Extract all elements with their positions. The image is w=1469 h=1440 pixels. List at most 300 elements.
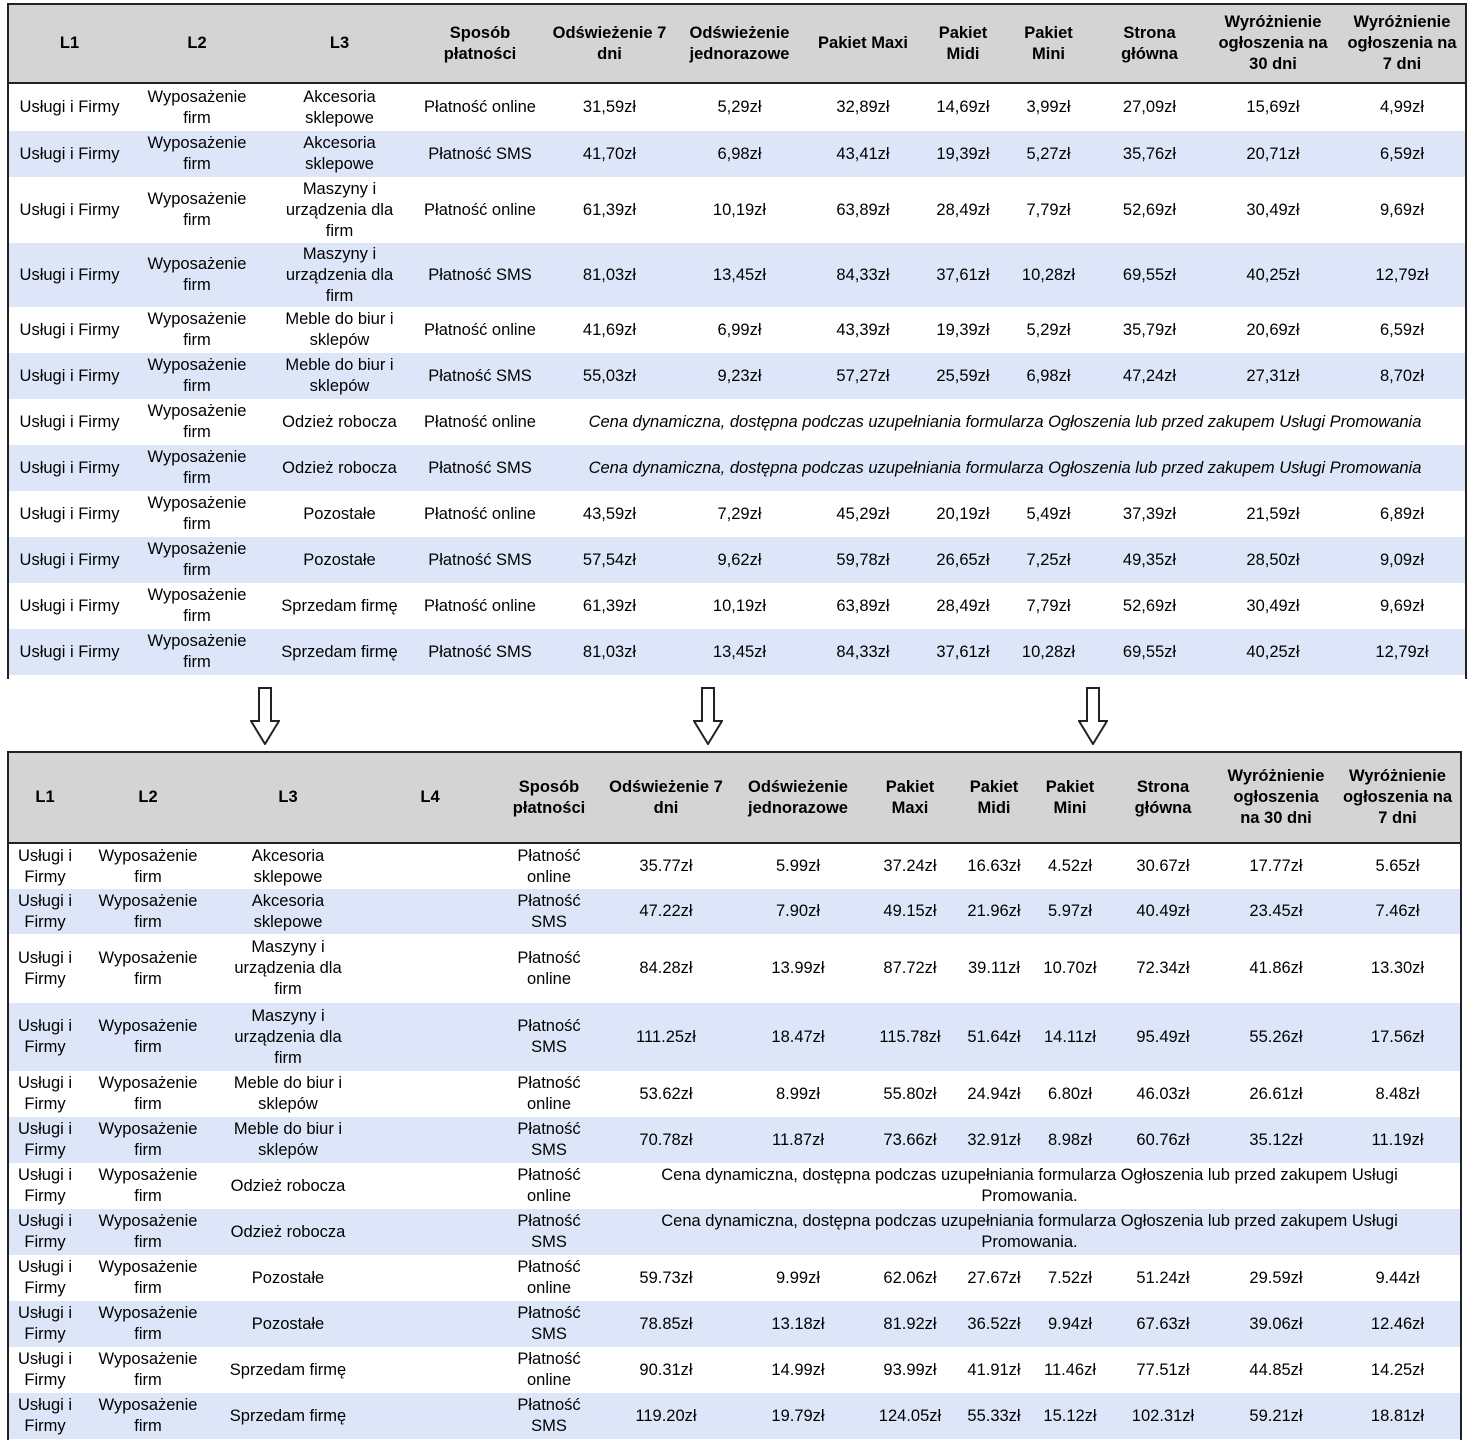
cell-price: 40.49zł (1136, 902, 1190, 920)
cell-price: 5.97zł (1047, 902, 1093, 920)
cell-l3: Maszyny i urządzenia dla firm (285, 179, 394, 240)
column-header: Wyróżnienie ogłoszenia na 7 dni (1342, 767, 1453, 827)
table-row (9, 629, 1465, 675)
column-header: Wyróżnienie ogłoszenia na 30 dni (1227, 767, 1325, 827)
table-row (9, 1393, 1460, 1439)
cell-price: 70.78zł (639, 1130, 693, 1149)
cell-price: 9.44zł (1375, 1268, 1420, 1287)
cell-price: 30,49zł (1246, 200, 1300, 219)
column-header: Pakiet Mini (1045, 777, 1095, 817)
cell-price: 18.81zł (1370, 1406, 1425, 1425)
cell-price: 5,29zł (1026, 320, 1071, 339)
table-row (9, 1117, 1460, 1163)
cell-price: 73.66zł (883, 1130, 937, 1149)
cell-l3: Akcesoria sklepowe (303, 87, 376, 127)
cell-l1: Usługi i Firmy (17, 1212, 73, 1251)
cell-price: 53.62zł (639, 1084, 693, 1103)
table-row (9, 889, 1460, 934)
cell-price: 36.52zł (967, 1314, 1021, 1333)
cell-l4 (361, 889, 499, 934)
cell-l3: Pozostałe (303, 504, 376, 523)
cell-price: 9,69zł (1379, 200, 1425, 219)
cell-price: 14.11zł (1044, 1027, 1096, 1046)
cell-price: 84,33zł (836, 642, 890, 661)
cell-l3: Meble do biur i sklepów (285, 356, 394, 395)
cell-payment-method: Płatność online (517, 1074, 581, 1113)
table-row (9, 84, 1465, 131)
cell-price: 7.52zł (1047, 1268, 1093, 1287)
cell-price: 41.91zł (967, 1360, 1021, 1379)
cell-price: 5,27zł (1026, 144, 1071, 163)
cell-price: 29.59zł (1249, 1268, 1303, 1287)
price-table-after (7, 751, 1462, 1440)
cell-price: 37,61zł (936, 265, 990, 284)
cell-payment-method: Płatność SMS (428, 642, 532, 661)
cell-price: 35.12zł (1249, 1130, 1303, 1149)
cell-price: 5,49zł (1026, 504, 1071, 523)
cell-l2: Wyposażenie firm (147, 402, 247, 441)
cell-price: 10,19zł (712, 596, 767, 615)
cell-price: 41,69zł (582, 320, 637, 339)
cell-price: 13,45zł (712, 265, 767, 284)
cell-payment-method: Płatność online (517, 1258, 581, 1297)
cell-l4 (361, 844, 499, 889)
cell-l3: Meble do biur i sklepów (285, 310, 394, 349)
cell-payment-method: Płatność online (517, 1166, 581, 1205)
cell-price: 43,59zł (582, 504, 637, 523)
cell-price: 45,29zł (836, 504, 890, 523)
cell-l4 (361, 934, 499, 1003)
table-row (9, 1255, 1460, 1301)
cell-payment-method: Płatność SMS (428, 458, 532, 477)
cell-price: 13.99zł (771, 959, 825, 977)
cell-price: 72.34zł (1136, 959, 1190, 977)
cell-l1: Usługi i Firmy (19, 642, 120, 661)
cell-price: 59.21zł (1249, 1406, 1303, 1425)
cell-price: 35,79zł (1122, 320, 1177, 339)
table-row (9, 934, 1460, 1003)
cell-price: 37,39zł (1122, 504, 1177, 523)
cell-l1: Usługi i Firmy (17, 1304, 73, 1343)
cell-price: 26,65zł (936, 550, 990, 569)
cell-l2: Wyposażenie firm (98, 1258, 198, 1297)
column-header: L3 (329, 34, 350, 52)
cell-l3: Sprzedam firmę (281, 596, 398, 615)
cell-price: 28,50zł (1246, 550, 1300, 569)
cell-price: 11.19zł (1371, 1130, 1424, 1149)
cell-price: 5.99zł (775, 857, 821, 875)
cell-price: 111.25zł (636, 1027, 696, 1046)
cell-price: 30,49zł (1246, 596, 1300, 615)
table-row (9, 243, 1465, 307)
cell-price: 41.86zł (1249, 959, 1303, 977)
cell-l1: Usługi i Firmy (19, 412, 120, 431)
cell-price: 15.12zł (1043, 1406, 1097, 1425)
cell-l1: Usługi i Firmy (17, 1258, 73, 1297)
cell-price: 81,03zł (582, 642, 637, 661)
cell-l2: Wyposażenie firm (98, 846, 198, 886)
cell-l1: Usługi i Firmy (17, 1166, 73, 1205)
cell-l3: Meble do biur i sklepów (233, 1120, 343, 1159)
cell-price: 17.56zł (1370, 1027, 1425, 1046)
column-header: Strona główna (1134, 777, 1192, 817)
cell-price: 19,39zł (936, 144, 990, 163)
cell-price: 55.80zł (883, 1084, 937, 1103)
cell-price: 7.46zł (1375, 902, 1420, 920)
cell-l2: Wyposażenie firm (98, 1350, 198, 1389)
cell-price: 8.99zł (775, 1084, 821, 1103)
cell-price: 17.77zł (1249, 857, 1303, 875)
cell-l1: Usługi i Firmy (19, 200, 120, 219)
column-header: L2 (187, 34, 207, 52)
cell-price: 10,28zł (1021, 265, 1076, 284)
cell-l1: Usługi i Firmy (17, 1017, 73, 1056)
cell-price: 40,25zł (1246, 265, 1300, 284)
cell-price: 4.52zł (1047, 857, 1093, 875)
cell-l2: Wyposażenie firm (98, 1304, 198, 1343)
cell-payment-method: Płatność online (424, 200, 536, 219)
column-header: Sposób płatności (443, 23, 517, 63)
cell-price: 51.24zł (1136, 1268, 1190, 1287)
table-row (9, 1347, 1460, 1393)
table-row (9, 1003, 1460, 1071)
cell-price: 13,45zł (712, 642, 767, 661)
cell-price: 27,31zł (1246, 366, 1300, 385)
cell-price: 13.30zł (1370, 959, 1425, 977)
cell-l3: Akcesoria sklepowe (251, 846, 325, 886)
cell-l2: Wyposażenie firm (147, 356, 247, 395)
cell-l3: Sprzedam firmę (229, 1406, 347, 1425)
cell-price: 57,54zł (582, 550, 637, 569)
table-header (9, 753, 1460, 844)
cell-price: 95.49zł (1136, 1027, 1190, 1046)
cell-price: 9,09zł (1379, 550, 1425, 569)
cell-payment-method: Płatność SMS (517, 1017, 581, 1056)
cell-price: 20,71zł (1246, 144, 1300, 163)
cell-price: 37,61zł (936, 642, 990, 661)
cell-price: 10,19zł (712, 200, 767, 219)
cell-l1: Usługi i Firmy (17, 891, 73, 931)
cell-l4 (361, 1255, 499, 1301)
cell-l2: Wyposażenie firm (147, 540, 247, 579)
cell-l2: Wyposażenie firm (98, 1074, 198, 1113)
cell-l2: Wyposażenie firm (98, 1120, 198, 1159)
cell-price: 115.78zł (879, 1027, 941, 1046)
cell-l1: Usługi i Firmy (17, 948, 73, 988)
dynamic-price-note: Cena dynamiczna, dostępna podczas uzupełniania formularza Ogłoszenia lub przed zakupem Usługi Promowania. (661, 1166, 1398, 1205)
cell-price: 5,29zł (717, 98, 762, 116)
cell-price: 63,89zł (836, 596, 890, 615)
cell-payment-method: Płatność SMS (428, 265, 532, 284)
cell-l1: Usługi i Firmy (17, 1074, 73, 1113)
cell-l3: Akcesoria sklepowe (251, 891, 325, 931)
table-row (9, 1301, 1460, 1347)
column-header: Pakiet Midi (969, 777, 1019, 817)
cell-price: 41,70zł (582, 144, 637, 163)
cell-l1: Usługi i Firmy (19, 504, 120, 523)
cell-price: 13.18zł (771, 1314, 825, 1333)
cell-l1: Usługi i Firmy (19, 550, 120, 569)
cell-price: 12,79zł (1375, 642, 1429, 661)
cell-payment-method: Płatność SMS (428, 366, 532, 385)
cell-payment-method: Płatność online (517, 948, 581, 988)
cell-price: 6,59zł (1379, 320, 1425, 339)
cell-l1: Usługi i Firmy (17, 1120, 73, 1159)
table-row (9, 583, 1465, 629)
cell-l1: Usługi i Firmy (19, 320, 120, 339)
cell-price: 32.91zł (967, 1130, 1021, 1149)
cell-l2: Wyposażenie firm (98, 1017, 198, 1056)
cell-price: 47.22zł (639, 902, 693, 920)
cell-price: 14.99zł (771, 1360, 825, 1379)
cell-l2: Wyposażenie firm (98, 1212, 198, 1251)
cell-price: 11.87zł (772, 1130, 824, 1149)
column-header: L1 (35, 788, 55, 806)
cell-price: 102.31zł (1131, 1406, 1195, 1425)
dynamic-price-note: Cena dynamiczna, dostępna podczas uzupełniania formularza Ogłoszenia lub przed zakupem Usługi Promowania (588, 458, 1422, 477)
cell-l2: Wyposażenie firm (98, 1396, 198, 1435)
cell-l2: Wyposażenie firm (147, 448, 247, 487)
cell-payment-method: Płatność SMS (517, 1304, 581, 1343)
cell-price: 7,25zł (1026, 550, 1071, 569)
table-row (9, 399, 1465, 445)
cell-price: 43,41zł (836, 144, 890, 163)
cell-payment-method: Płatność online (424, 320, 536, 339)
cell-price: 9.94zł (1047, 1314, 1093, 1333)
cell-price: 6,59zł (1379, 144, 1425, 163)
cell-price: 52,69zł (1122, 596, 1177, 615)
cell-l2: Wyposażenie firm (147, 632, 247, 671)
cell-price: 7.90zł (775, 902, 821, 920)
cell-price: 62.06zł (883, 1268, 937, 1287)
cell-price: 12.46zł (1370, 1314, 1425, 1333)
column-header: Odświeżenie jednorazowe (748, 777, 848, 817)
cell-price: 39.06zł (1249, 1314, 1303, 1333)
cell-price: 61,39zł (582, 596, 637, 615)
cell-price: 18.47zł (771, 1027, 825, 1046)
cell-l3: Sprzedam firmę (281, 642, 398, 661)
cell-price: 11.46zł (1044, 1360, 1096, 1379)
cell-price: 10,28zł (1021, 642, 1076, 661)
cell-price: 69,55zł (1122, 642, 1177, 661)
cell-price: 9,62zł (717, 550, 762, 569)
price-table-before (7, 3, 1467, 679)
table-row (9, 445, 1465, 491)
cell-price: 27.67zł (967, 1268, 1021, 1287)
cell-price: 47,24zł (1122, 366, 1177, 385)
cell-price: 28,49zł (936, 596, 990, 615)
cell-price: 9,69zł (1379, 596, 1425, 615)
column-header: Wyróżnienie ogłoszenia na 7 dni (1347, 13, 1457, 73)
cell-price: 63,89zł (836, 200, 890, 219)
cell-price: 49.15zł (883, 902, 937, 920)
cell-price: 31,59zł (582, 98, 637, 116)
cell-price: 55.33zł (967, 1406, 1021, 1425)
cell-payment-method: Płatność online (517, 846, 581, 886)
cell-price: 14.25zł (1370, 1360, 1425, 1379)
cell-l2: Wyposażenie firm (98, 891, 198, 931)
cell-l3: Maszyny i urządzenia dla firm (234, 1006, 342, 1067)
cell-l4 (361, 1393, 499, 1439)
column-header: Pakiet Maxi (818, 34, 908, 52)
cell-l1: Usługi i Firmy (19, 458, 120, 477)
down-arrow-icon (250, 687, 280, 745)
cell-l1: Usługi i Firmy (19, 596, 120, 615)
cell-price: 87.72zł (883, 959, 937, 977)
table-row (9, 353, 1465, 399)
cell-price: 20,69zł (1246, 320, 1300, 339)
cell-payment-method: Płatność online (517, 1350, 581, 1389)
cell-payment-method: Płatność SMS (517, 1212, 581, 1251)
cell-l4 (361, 1163, 499, 1209)
cell-l4 (361, 1347, 499, 1393)
cell-payment-method: Płatność online (424, 504, 536, 523)
dynamic-price-note: Cena dynamiczna, dostępna podczas uzupełniania formularza Ogłoszenia lub przed zakupem Usługi Promowania (588, 412, 1422, 431)
cell-l4 (361, 1003, 499, 1071)
cell-l4 (361, 1071, 499, 1117)
table-row (9, 1209, 1460, 1255)
column-header: Pakiet Midi (938, 23, 988, 63)
cell-price: 78.85zł (639, 1314, 693, 1333)
cell-price: 59,78zł (836, 550, 890, 569)
cell-l2: Wyposażenie firm (147, 310, 247, 349)
cell-price: 35,76zł (1122, 144, 1177, 163)
cell-price: 10.70zł (1043, 959, 1097, 977)
cell-price: 6,99zł (717, 320, 762, 339)
cell-price: 8,70zł (1379, 366, 1425, 385)
column-header: Sposób płatności (512, 777, 586, 817)
cell-price: 6,98zł (1026, 366, 1071, 385)
cell-l1: Usługi i Firmy (17, 846, 73, 886)
cell-payment-method: Płatność SMS (517, 891, 581, 931)
column-header: L1 (59, 34, 80, 52)
table-row (9, 1071, 1460, 1117)
cell-price: 69,55zł (1122, 265, 1177, 284)
cell-price: 51.64zł (967, 1027, 1021, 1046)
cell-price: 9,23zł (717, 366, 762, 385)
cell-l2: Wyposażenie firm (147, 586, 247, 625)
cell-price: 81.92zł (883, 1314, 937, 1333)
cell-price: 16.63zł (967, 857, 1021, 875)
cell-price: 61,39zł (582, 200, 637, 219)
cell-l1: Usługi i Firmy (17, 1396, 73, 1435)
table-row (9, 491, 1465, 537)
cell-price: 44.85zł (1249, 1360, 1303, 1379)
column-header: Odświeżenie jednorazowe (689, 23, 790, 63)
table-row (9, 177, 1465, 243)
cell-price: 84,33zł (836, 265, 890, 284)
cell-price: 28,49zł (936, 200, 990, 219)
cell-l4 (361, 1117, 499, 1163)
table-row (9, 131, 1465, 177)
cell-price: 93.99zł (883, 1360, 937, 1379)
cell-payment-method: Płatność online (424, 412, 536, 431)
cell-price: 27,09zł (1122, 98, 1177, 116)
cell-price: 7,79zł (1026, 596, 1071, 615)
cell-l3: Pozostałe (251, 1268, 325, 1287)
cell-l2: Wyposażenie firm (147, 87, 247, 127)
cell-price: 8.98zł (1047, 1130, 1093, 1149)
cell-price: 15,69zł (1246, 98, 1300, 116)
cell-price: 84.28zł (639, 959, 693, 977)
column-header: Pakiet Mini (1024, 23, 1073, 63)
cell-price: 20,19zł (936, 504, 990, 523)
cell-l3: Odzież robocza (282, 412, 397, 431)
cell-l1: Usługi i Firmy (19, 366, 120, 385)
cell-price: 25,59zł (936, 366, 990, 385)
column-header: L2 (138, 788, 158, 806)
cell-price: 37.24zł (883, 857, 937, 875)
cell-price: 6,98zł (717, 144, 762, 163)
cell-l2: Wyposażenie firm (147, 134, 247, 173)
table-row (9, 844, 1460, 889)
cell-price: 12,79zł (1375, 265, 1429, 284)
column-header: Pakiet Maxi (885, 777, 935, 817)
cell-price: 39.11zł (968, 959, 1020, 977)
cell-price: 40,25zł (1246, 642, 1300, 661)
cell-payment-method: Płatność SMS (517, 1396, 581, 1435)
cell-price: 49,35zł (1122, 550, 1177, 569)
cell-l3: Odzież robocza (230, 1222, 346, 1241)
cell-price: 46.03zł (1136, 1084, 1190, 1103)
cell-price: 32,89zł (836, 98, 890, 116)
cell-l3: Maszyny i urządzenia dla firm (234, 938, 342, 998)
cell-price: 19.79zł (771, 1406, 825, 1425)
cell-l4 (361, 1209, 499, 1255)
cell-price: 14,69zł (936, 98, 990, 116)
cell-l2: Wyposażenie firm (147, 494, 247, 533)
down-arrow-icon (693, 687, 723, 745)
cell-price: 30.67zł (1136, 857, 1190, 875)
cell-price: 21.96zł (967, 902, 1021, 920)
cell-l3: Pozostałe (303, 550, 376, 569)
column-header: Odświeżenie 7 dni (552, 23, 667, 63)
cell-price: 59.73zł (639, 1268, 693, 1287)
cell-l3: Pozostałe (251, 1314, 325, 1333)
table-row (9, 1163, 1460, 1209)
cell-price: 67.63zł (1136, 1314, 1190, 1333)
cell-price: 19,39zł (936, 320, 990, 339)
cell-l3: Odzież robocza (282, 458, 397, 477)
dynamic-price-note: Cena dynamiczna, dostępna podczas uzupełniania formularza Ogłoszenia lub przed zakupem Usługi Promowania. (661, 1212, 1398, 1251)
cell-l2: Wyposażenie firm (147, 255, 247, 294)
cell-l3: Sprzedam firmę (229, 1360, 347, 1379)
cell-price: 8.48zł (1375, 1084, 1420, 1103)
cell-price: 77.51zł (1136, 1360, 1190, 1379)
column-header: Wyróżnienie ogłoszenia na 30 dni (1218, 13, 1328, 73)
column-header: L4 (420, 788, 440, 806)
cell-l3: Akcesoria sklepowe (303, 134, 376, 173)
cell-l2: Wyposażenie firm (98, 948, 198, 988)
cell-price: 26.61zł (1249, 1084, 1303, 1103)
cell-price: 60.76zł (1136, 1130, 1190, 1149)
cell-l3: Meble do biur i sklepów (233, 1074, 343, 1113)
column-header: L3 (278, 788, 298, 806)
cell-l2: Wyposażenie firm (98, 1166, 198, 1205)
cell-price: 55,03zł (582, 366, 637, 385)
cell-price: 52,69zł (1122, 200, 1177, 219)
table-row (9, 537, 1465, 583)
cell-price: 24.94zł (967, 1084, 1021, 1103)
cell-price: 119.20zł (635, 1406, 697, 1425)
cell-price: 124.05zł (878, 1406, 942, 1425)
cell-price: 7,79zł (1026, 200, 1071, 219)
cell-price: 6,89zł (1379, 504, 1425, 523)
table-row (9, 307, 1465, 353)
column-header: Odświeżenie 7 dni (609, 777, 723, 817)
cell-l1: Usługi i Firmy (19, 98, 120, 116)
cell-price: 9.99zł (775, 1268, 821, 1287)
